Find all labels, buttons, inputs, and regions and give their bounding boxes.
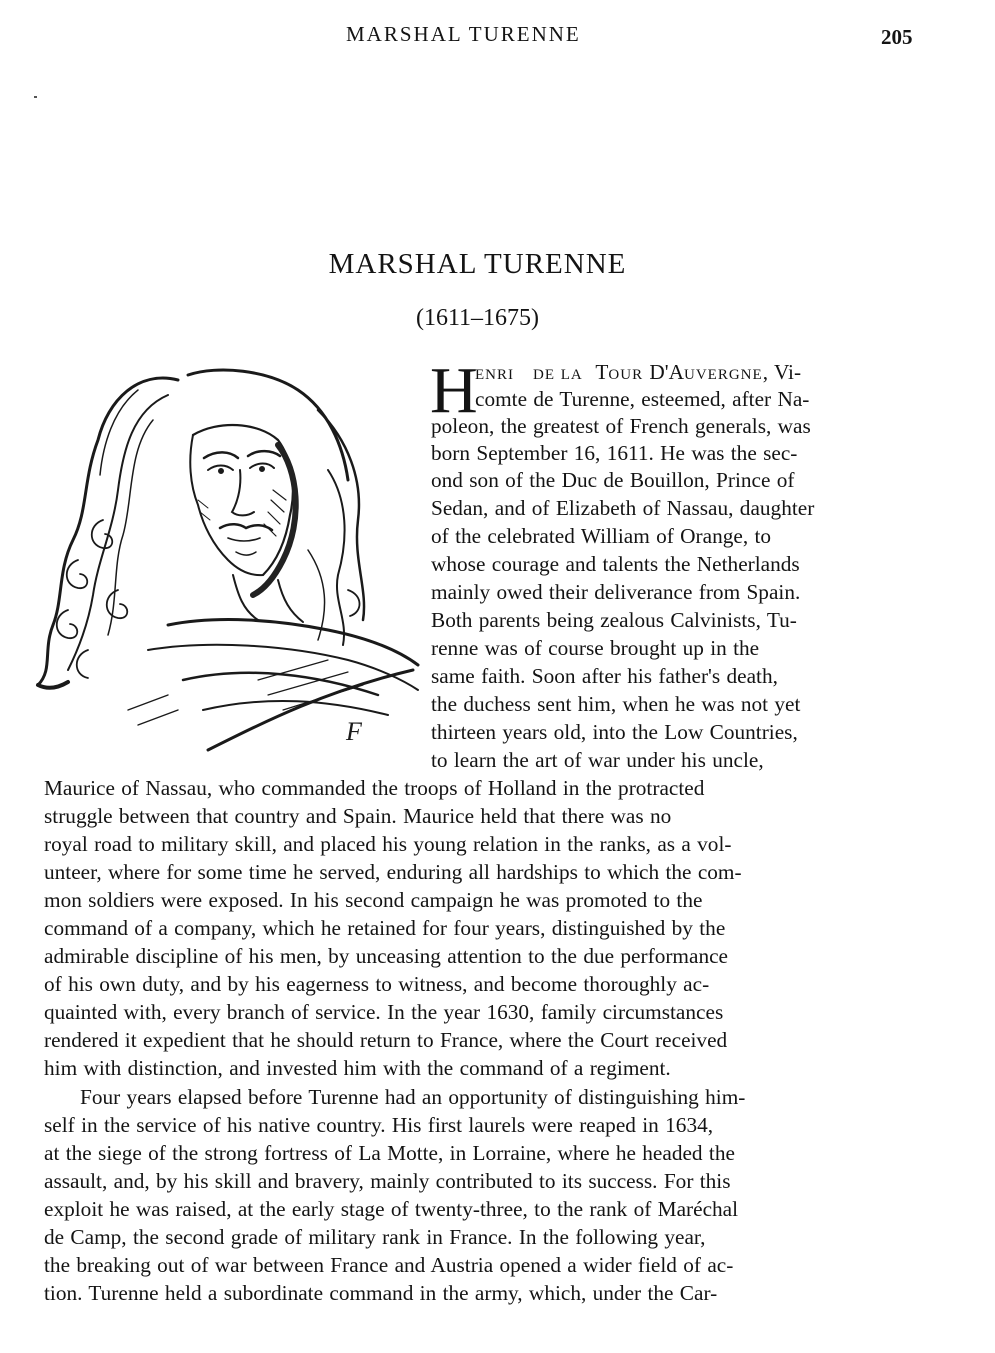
portrait-illustration — [28, 350, 423, 755]
lead-vi: , Vi- — [762, 360, 802, 384]
text-line: Both parents being zealous Calvinists, Tu- — [431, 608, 797, 632]
lead-uvergne: UVERGNE — [684, 367, 763, 383]
text-line: to learn the art of war under his uncle, — [431, 748, 764, 772]
text-line: Maurice of Nassau, who commanded the troops of Holland in the protracted — [44, 776, 705, 800]
running-head: MARSHAL TURENNE — [346, 22, 581, 46]
text-line: the duchess sent him, when he was not yet — [431, 692, 801, 716]
text-line: assault, and, by his skill and bravery, mainly contributed to its success. For this — [44, 1169, 731, 1193]
text-line: of the celebrated William of Orange, to — [431, 524, 772, 548]
lead-tour-T: T — [595, 360, 609, 384]
text-line: quainted with, every branch of service. In the year 1630, family circumstances — [44, 1000, 724, 1024]
text-line: admirable discipline of his men, by unceasing attention to the due performance — [44, 944, 729, 968]
lead-tour: OUR — [608, 367, 644, 383]
portrait-monogram: F — [346, 717, 362, 746]
text-line: thirteen years old, into the Low Countries, — [431, 720, 798, 744]
text-line: of his own duty, and by his eagerness to witness, and become thoroughly ac- — [44, 972, 710, 996]
text-line: exploit he was raised, at the early stage of twenty-three, to the rank of Maréchal — [44, 1197, 739, 1221]
text-line: renne was of course brought up in the — [431, 636, 760, 660]
lead-enri: ENRI — [475, 367, 514, 383]
text-line: tion. Turenne held a subordinate command in the army, which, under the Car- — [44, 1281, 718, 1305]
text-line: poleon, the greatest of French generals, was — [431, 414, 811, 438]
text-line: mon soldiers were exposed. In his second campaign he was promoted to the — [44, 888, 703, 912]
text-line: at the siege of the strong fortress of La Motte, in Lorraine, where he headed the — [44, 1141, 735, 1165]
drop-cap-initial: H — [430, 354, 478, 427]
text-line: mainly owed their deliverance from Spain. — [431, 580, 801, 604]
text-line: unteer, where for some time he served, enduring all hardships to which the com- — [44, 860, 742, 884]
text-line: the breaking out of war between France and Austria opened a wider field of ac- — [44, 1253, 734, 1277]
text-line: Four years elapsed before Turenne had an opportunity of distinguishing him- — [80, 1085, 746, 1109]
text-line: whose courage and talents the Netherlands — [431, 552, 800, 576]
text-line: struggle between that country and Spain. Maurice held that there was no — [44, 804, 672, 828]
text-line: ond son of the Duc de Bouillon, Prince of — [431, 468, 795, 492]
text-line: him with distinction, and invested him with the command of a regiment. — [44, 1056, 671, 1080]
text-line: same faith. Soon after his father's death, — [431, 664, 778, 688]
text-line: comte de Turenne, esteemed, after Na- — [475, 387, 810, 411]
lead-dauv: D'A — [649, 360, 685, 384]
stray-mark — [34, 96, 37, 98]
text-line: born September 16, 1611. He was the sec- — [431, 441, 798, 465]
article-title: MARSHAL TURENNE — [328, 248, 627, 280]
text-line: rendered it expedient that he should return to France, where the Court received — [44, 1028, 728, 1052]
text-line: royal road to military skill, and placed his young relation in the ranks, as a vol- — [44, 832, 732, 856]
text-line: self in the service of his native country. His first laurels were reaped in 1634, — [44, 1113, 714, 1137]
lead-de-la: DE LA — [532, 367, 583, 383]
page-number: 205 — [881, 25, 913, 49]
article-dates: (1611–1675) — [415, 305, 540, 331]
text-line: de Camp, the second grade of military rank in France. In the following year, — [44, 1225, 706, 1249]
text-line: Sedan, and of Elizabeth of Nassau, daughter — [431, 496, 815, 520]
text-line: command of a company, which he retained for four years, distinguished by the — [44, 916, 726, 940]
